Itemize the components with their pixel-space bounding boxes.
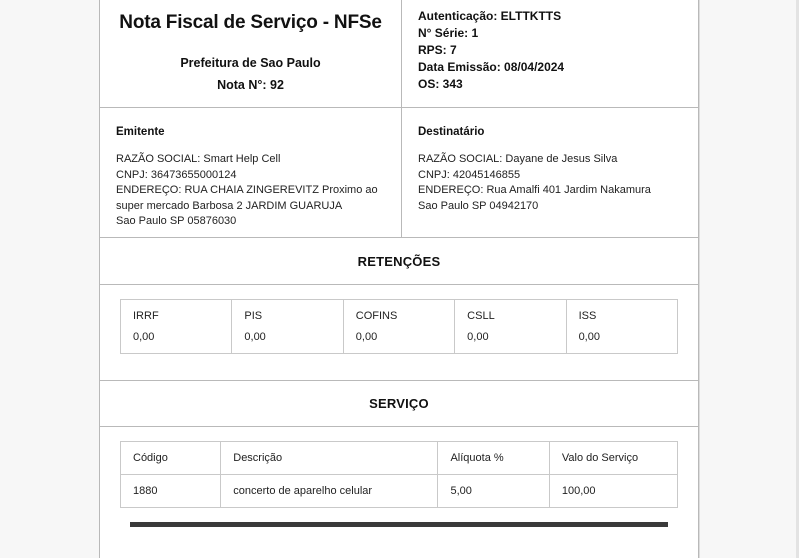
emitente-razao-social: RAZÃO SOCIAL: Smart Help Cell bbox=[116, 153, 281, 165]
servico-header-codigo: Código bbox=[121, 442, 221, 475]
destinatario-endereco-line-2: Sao Paulo SP 04942170 bbox=[418, 199, 539, 212]
servico-cell-codigo: 1880 bbox=[121, 475, 221, 508]
servico-table-zone bbox=[100, 427, 698, 508]
retencao-value-irrf: 0,00 bbox=[133, 331, 155, 343]
os-line: OS: 343 bbox=[418, 77, 463, 91]
retencao-cell-csll bbox=[455, 300, 566, 354]
bottom-divider bbox=[130, 522, 668, 527]
retencoes-table bbox=[120, 299, 678, 354]
retencao-label-pis: PIS bbox=[244, 310, 263, 322]
servico-table bbox=[120, 441, 678, 508]
table-header-row bbox=[121, 442, 678, 475]
retencao-value-cofins: 0,00 bbox=[355, 331, 378, 343]
retencoes-section-header bbox=[100, 238, 698, 285]
retencao-label-irrf: IRRF bbox=[133, 310, 159, 322]
page-gutter-right bbox=[699, 0, 799, 558]
servico-header-valor: Valo do Serviço bbox=[549, 442, 677, 475]
page-title: Nota Fiscal de Serviço - NFSe bbox=[119, 12, 382, 33]
nfse-document bbox=[99, 0, 699, 558]
retencao-value-iss: 0,00 bbox=[578, 331, 600, 343]
retencao-value-csll: 0,00 bbox=[467, 331, 489, 343]
retencoes-section-title: RETENÇÕES bbox=[357, 253, 441, 269]
retencao-value-pis: 0,00 bbox=[244, 331, 266, 343]
retencao-label-csll: CSLL bbox=[467, 310, 495, 322]
destinatario-endereco-line-1: ENDEREÇO: Rua Amalfi 401 Jardim Nakamura bbox=[418, 184, 651, 196]
servico-cell-aliquota: 5,00 bbox=[438, 475, 549, 508]
rps-line: RPS: 7 bbox=[418, 43, 457, 57]
servico-cell-descricao: concerto de aparelho celular bbox=[221, 475, 438, 508]
retencao-cell-cofins bbox=[343, 300, 454, 354]
destinatario-cnpj: CNPJ: 42045146855 bbox=[418, 168, 521, 181]
table-row bbox=[121, 300, 678, 354]
destinatario-block bbox=[402, 108, 698, 237]
retencao-cell-irrf bbox=[121, 300, 232, 354]
servico-header-descricao: Descrição bbox=[221, 442, 438, 475]
servico-section-header bbox=[100, 380, 698, 427]
emitente-endereco-line-3: Sao Paulo SP 05876030 bbox=[116, 215, 237, 227]
retencao-cell-iss bbox=[566, 300, 677, 354]
municipality-label: Prefeitura de Sao Paulo bbox=[180, 56, 321, 70]
retencoes-table-zone bbox=[100, 285, 698, 354]
emitente-endereco-line-1: ENDEREÇO: RUA CHAIA ZINGEREVITZ Proximo ao bbox=[116, 184, 378, 196]
data-emissao-line: Data Emissão: 08/04/2024 bbox=[418, 60, 565, 74]
table-row bbox=[121, 475, 678, 508]
emitente-cnpj: CNPJ: 36473655000124 bbox=[116, 168, 237, 181]
emitente-title: Emitente bbox=[116, 126, 165, 138]
authentication-block bbox=[402, 0, 698, 107]
page-gutter-left bbox=[0, 0, 100, 558]
servico-cell-valor: 100,00 bbox=[549, 475, 677, 508]
servico-header-aliquota: Alíquota % bbox=[438, 442, 549, 475]
retencao-label-cofins: COFINS bbox=[355, 310, 398, 322]
parties-section bbox=[100, 108, 698, 238]
document-header bbox=[100, 0, 698, 108]
nota-number-label: Nota N°: 92 bbox=[217, 78, 284, 92]
emitente-endereco-line-2: super mercado Barbosa 2 JARDIM GUARUJA bbox=[116, 199, 343, 212]
destinatario-razao-social: RAZÃO SOCIAL: Dayane de Jesus Silva bbox=[418, 153, 618, 165]
emitente-block bbox=[100, 108, 402, 237]
retencao-label-iss: ISS bbox=[578, 310, 597, 322]
serie-line: N° Série: 1 bbox=[418, 26, 479, 40]
retencao-cell-pis bbox=[232, 300, 343, 354]
destinatario-title: Destinatário bbox=[418, 126, 485, 138]
header-title-block bbox=[100, 0, 402, 107]
servico-section-title: SERVIÇO bbox=[369, 396, 429, 411]
auth-line: Autenticação: ELTTKTTS bbox=[418, 9, 562, 23]
